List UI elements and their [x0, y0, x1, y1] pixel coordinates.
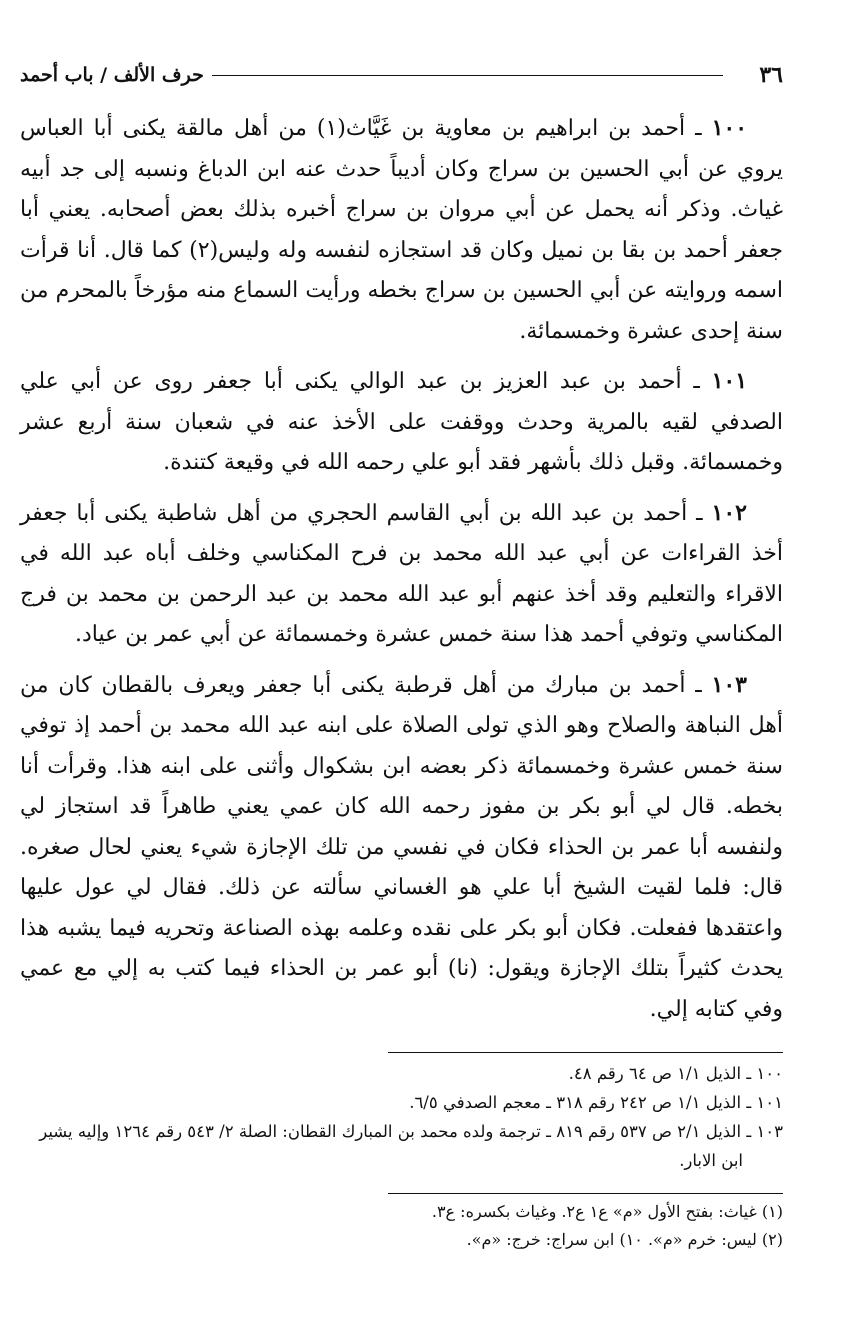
- entry-text: ـ أحمد بن عبد العزيز بن عبد الوالي يكنى أبا جعفر روى عن أبي علي الصدفي لقيه بالمرية وحدث ووقفت على الأخذ عنه في شعبان سنة أربع عشر وخمسمائة. وقبل ذلك بأشهر فقد أبو علي رحمه الله في وقيعة كتندة.: [20, 369, 783, 475]
- footnote: (٢) ليس: خرم «م». ١٠) ابن سراج: خرج: «م».: [466, 1230, 783, 1249]
- running-head: حرف الألف / باب أحمد: [20, 64, 204, 86]
- entry-number: ١٠٠: [711, 115, 748, 141]
- source-note: ١٠٠ ـ الذيل ١/١ ص ٦٤ رقم ٤٨.: [568, 1064, 783, 1083]
- entry: [20, 361, 783, 484]
- source-note: ١٠٣ ـ الذيل ٢/١ ص ٥٣٧ رقم ٨١٩ ـ ترجمة ولده محمد بن المبارك القطان: الصلة ٢/ ٥٤٣ رقم ١٢٦٤ وإليه يشير ابن الابار.: [39, 1122, 783, 1170]
- entry-text: ـ أحمد بن عبد الله بن أبي القاسم الحجري من أهل شاطبة يكنى أبا جعفر أخذ القراءات عن أبي عبد الله محمد بن فرح المكناسي وخلف أباه عبد الله في الاقراء والتعليم وقد أخذ عنهم أبو عبد الله محمد بن عبد الرحمن بن محمد بن فرج المكناسي وتوفي أحمد هذا سنة خمس عشرة وخمسمائة عن أبي عمر بن عياد.: [20, 500, 783, 647]
- page-number: ٣٦: [759, 62, 783, 88]
- notes-separator: [388, 1052, 783, 1053]
- entry-number: ١٠١: [711, 368, 748, 394]
- entry: [20, 493, 783, 656]
- footnote: (١) غياث: بفتح الأول «م» ع١ ع٢. وغياث بكسره: ع٣.: [431, 1202, 783, 1221]
- footnotes: [20, 1198, 783, 1254]
- entry-text: ـ أحمد بن مبارك من أهل قرطبة يكنى أبا جعفر ويعرف بالقطان كان من أهل النباهة والصلاح وهو الذي تولى الصلاة على ابنه عبد الله محمد بن أحمد إذ توفي سنة خمس عشرة وخمسمائة ذكر بعضه ابن بشكوال وأثنى على ابنه هذا. وقرأت أنا بخطه. قال لي أبو بكر بن مفوز رحمه الله كان عمي يعني طاهراً قد استجاز لي ولنفسه أبا عمر بن الحذاء فكان في نفسي من تلك الإجازة شيء يعني لحال صغره. قال: فلما لقيت الشيخ أبا علي هو الغساني سألته عن ذلك. فقال لي عول عليها واعتقدها ففعلت. فكان أبو بكر على نقده وعلمه بهذه الصناعة وتحريه فيما يشبه هذا يحدث كثيراً بتلك الإجازة ويقول: (نا) أبو عمر بن الحذاء فيما كتب به إلي مع عمي وفي كتابه إلي.: [20, 672, 783, 1022]
- page-header: [20, 58, 783, 92]
- footnotes-separator: [388, 1193, 783, 1194]
- entry: [20, 108, 783, 352]
- entries: [20, 108, 783, 1030]
- entry-number: ١٠٣: [711, 671, 747, 698]
- entry-number: ١٠٢: [711, 499, 747, 526]
- source-notes: [20, 1059, 783, 1175]
- source-note: ١٠١ ـ الذيل ١/١ ص ٢٤٢ رقم ٣١٨ ـ معجم الصدفي ٦/٥.: [409, 1093, 783, 1112]
- header-rule: [212, 75, 723, 76]
- entry-text: ـ أحمد بن ابراهيم بن معاوية بن غَيَّاث(١) من أهل مالقة يكنى أبا العباس يروي عن أبي الحسين بن سراج وكان أديباً حدث عنه ابن الدباغ ونسبه إلى جد أبيه غياث. وذكر أنه يحمل عن أبي مروان بن سراج أخبره بذلك بعض أصحابه. يعني أبا جعفر أحمد بن بقا بن نميل وكان قد استجازه لنفسه وله وليس(٢) كما قال. أنا قرأت اسمه وروايته عن أبي الحسين بن سراج بخطه ورأيت السماع منه مؤرخاً بالمحرم من سنة إحدى عشرة وخمسمائة.: [20, 116, 783, 344]
- entry: [20, 665, 783, 1031]
